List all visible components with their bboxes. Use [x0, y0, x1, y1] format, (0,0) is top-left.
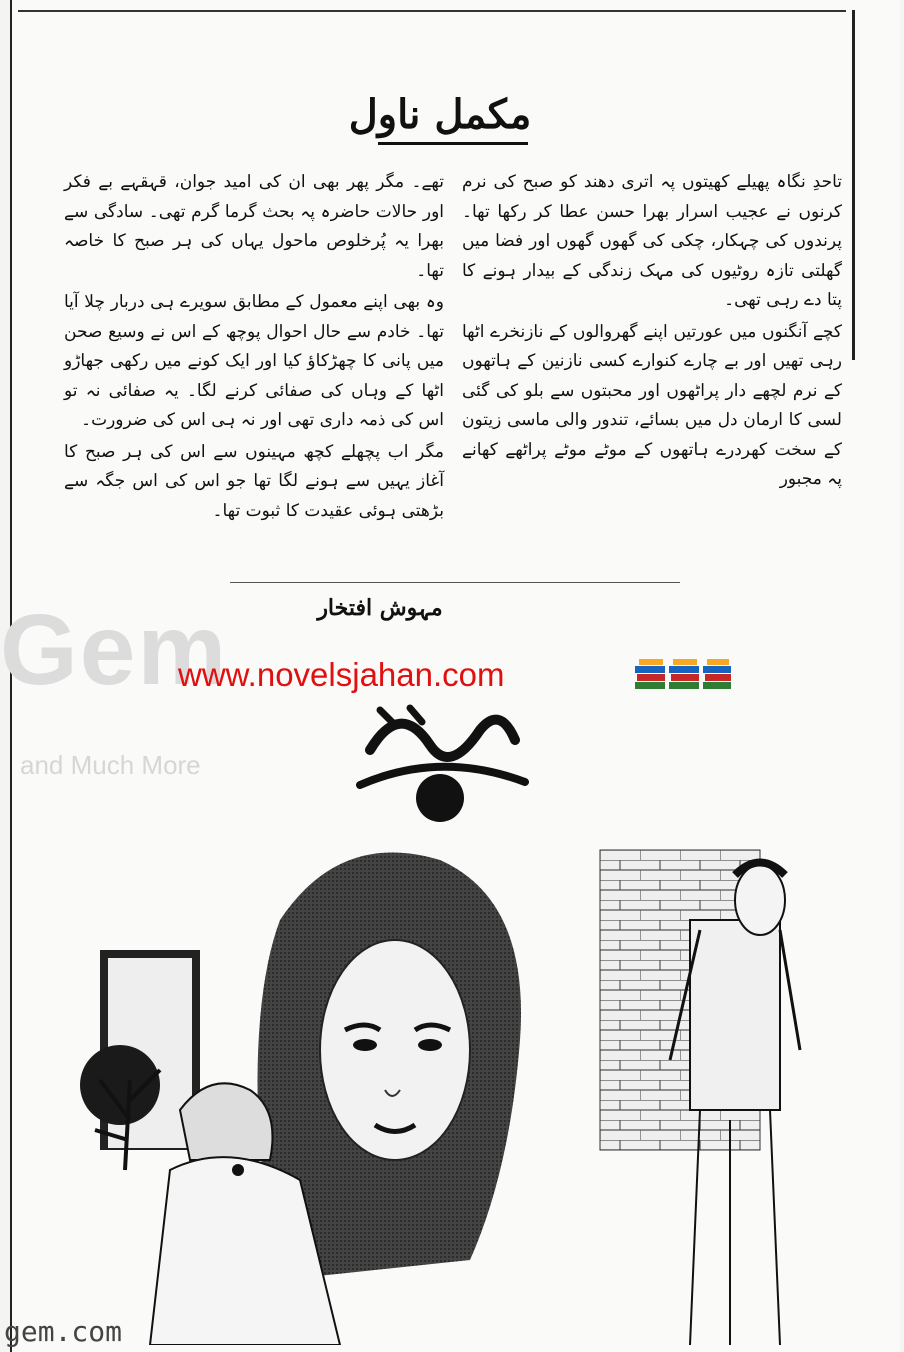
story-title-logo — [340, 690, 540, 830]
paragraph: کچے آنگنوں میں عورتیں اپنے گھروالوں کے نازنخرے اٹھا رہی تھیں اور بے چارے کنوارے کسی نازنین کے ہاتھوں کے نرم لچھے دار پراٹھوں اور محبتوں سے بلو کی گئی لسی کا ارمان دل میں بسائے، تندور والی ماسی زیتون کے سخت کھردرے ہاتھوں کے موٹے موٹے پراٹھے کھانے پہ مجبور — [462, 321, 842, 489]
watermark-brand: Gem — [0, 594, 229, 706]
author-divider — [230, 582, 680, 583]
section-heading: مکمل ناول — [348, 91, 532, 138]
top-rule — [18, 10, 846, 12]
watermark-tagline: and Much More — [20, 750, 201, 780]
books-icon — [633, 656, 733, 696]
paragraph: تاحدِ نگاہ پھیلے کھیتوں پہ اتری دھند کو صبح کی نرم کرنوں نے عجیب اسرار بھرا حسن عطا کر رکھا تھا۔ پرندوں کی چہکار، چکی کی گھوں گھوں اور فضا میں گھلتی تازہ روٹیوں کی مہک زندگی کے بیدار ہونے کا پتا دے رہی تھی۔ — [462, 172, 842, 310]
cover-illustration — [80, 840, 880, 1345]
text-column-left — [64, 168, 444, 528]
paragraph: مگر اب پچھلے کچھ مہینوں سے اس کی ہر صبح کا آغاز یہیں سے ہونے لگا تھا جو اس کی اس جگہ سے بڑھتی ہوئی عقیدت کا ثبوت تھا۔ — [64, 441, 444, 521]
text-column-right — [462, 168, 842, 497]
paragraph: تھے۔ مگر پھر بھی ان کی امید جوان، قہقہے بے فکر اور حالات حاضرہ پہ بحث گرما گرم تھی۔ سادگی سے بھرا یہ پُرخلوص ماحول یہاں کی ہر صبح کا خاصہ تھا۔ — [64, 172, 444, 281]
website-link[interactable]: www.novelsjahan.com — [178, 656, 505, 693]
paragraph: وہ بھی اپنے معمول کے مطابق سویرے ہی دربار چلا آیا تھا۔ خادم سے حال احوال پوچھ کے اس نے وسیع صحن میں پانی کا چھڑکاؤ کیا اور ایک کونے میں رکھی جھاڑو اٹھا کے وہاں کی صفائی کرنے لگا۔ یہ صفائی نہ تو اس کی ذمہ داری تھی اور نہ ہی اس کی ضرورت۔ — [64, 292, 444, 430]
heading-underline — [378, 142, 528, 145]
author-name: مہوش افتخار — [317, 595, 443, 621]
watermark-footer: gem.com — [4, 1315, 123, 1348]
right-margin-rule — [852, 10, 855, 360]
